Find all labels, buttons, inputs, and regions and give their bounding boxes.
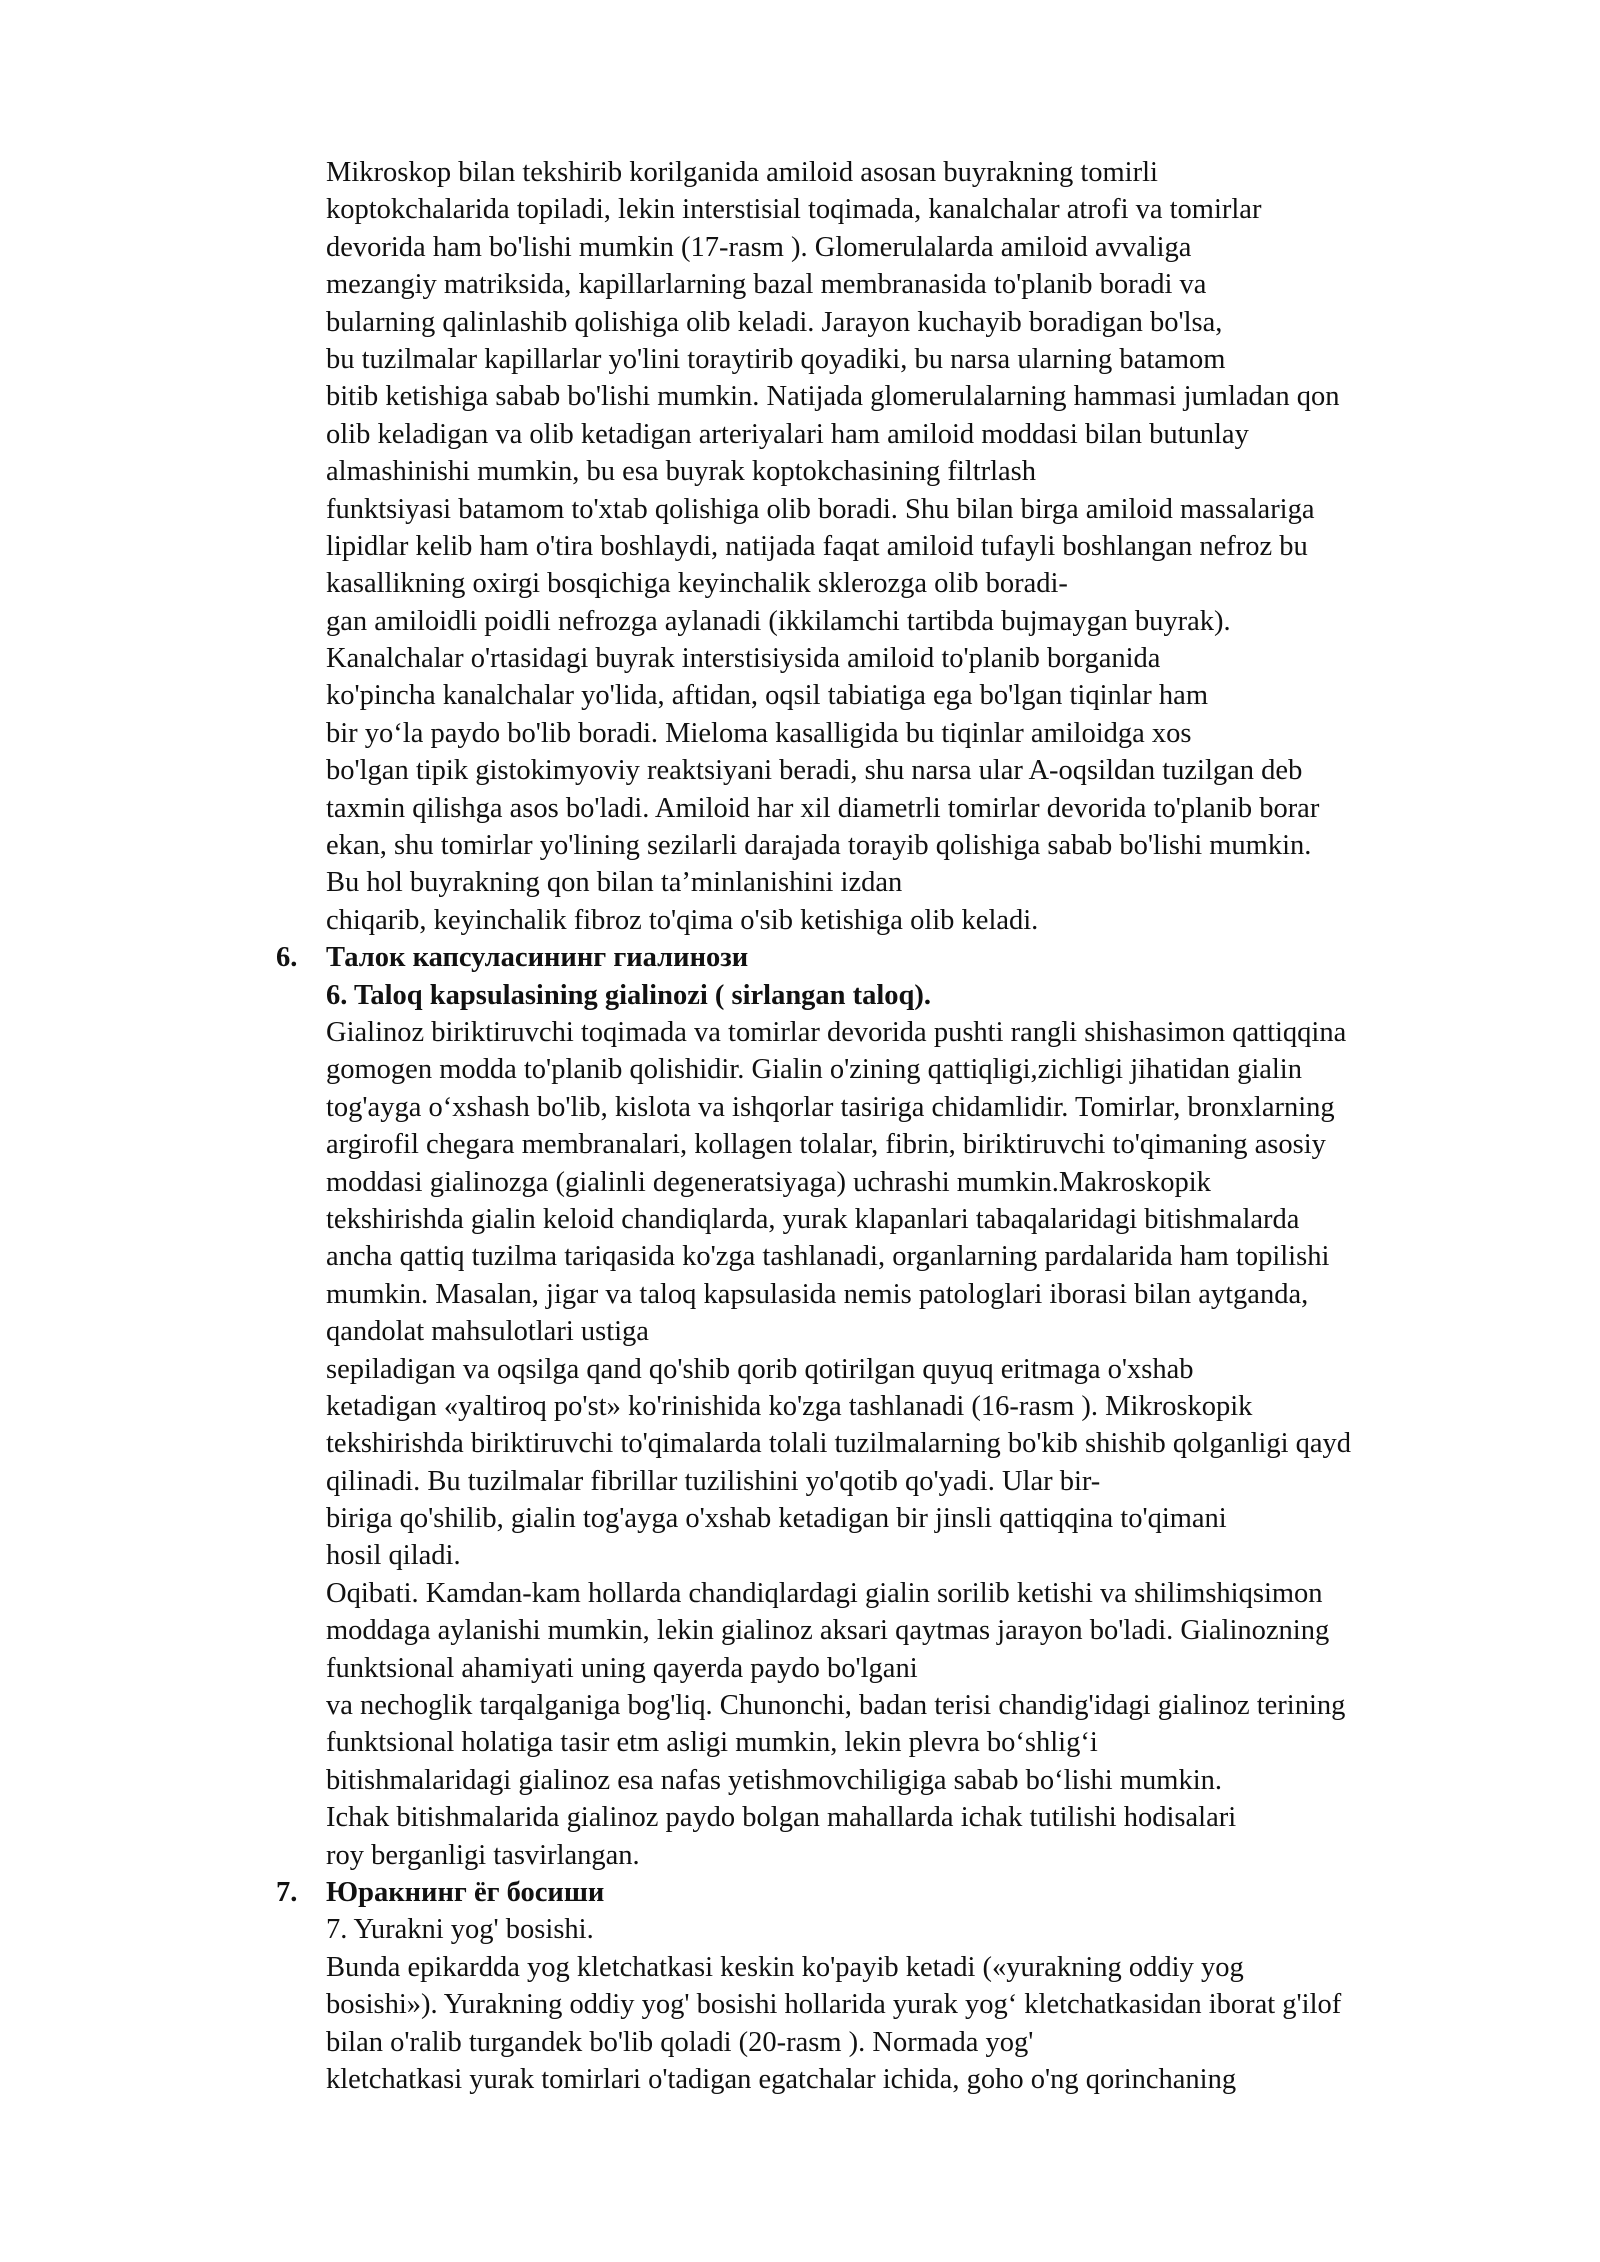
text-line: gan amiloidli poidli nefrozga aylanadi (ikkilamchi tartibda bujmaygan buyrak). <box>326 605 1231 637</box>
section-7-subheading: 7. Yurakni yog' bosishi. <box>326 1914 594 1946</box>
text-line: Oqibati. Kamdan-kam hollarda chandiqlardagi gialin sorilib ketishi va shilimshiqsimon <box>326 1577 1323 1609</box>
text-line: moddasi gialinozga (gialinli degeneratsiyaga) uchrashi mumkin.Makroskopik <box>326 1166 1211 1198</box>
section-7-number: 7. <box>276 1876 298 1908</box>
text-line: gomogen modda to'planib qolishidir. Gialin o'zining qattiqligi,zichligi jihatidan gialin <box>326 1054 1302 1086</box>
text-line: bitishmalaridagi gialinoz esa nafas yetishmovchiligiga sabab bo‘lishi mumkin. <box>326 1764 1222 1796</box>
text-line: bularning qalinlashib qolishiga olib keladi. Jarayon kuchayib boradigan bo'lsa, <box>326 306 1223 338</box>
text-line: bosishi»). Yurakning oddiy yog' bosishi hollarida yurak yog‘ kletchatkasidan iborat g'ilof <box>326 1989 1342 2021</box>
text-line: olib keladigan va olib ketadigan arteriyalari ham amiloid moddasi bilan butunlay <box>326 418 1249 450</box>
text-line: bir yo‘la paydo bo'lib boradi. Mieloma kasalligida bu tiqinlar amiloidga xos <box>326 717 1192 749</box>
text-line: ancha qattiq tuzilma tariqasida ko'zga tashlanadi, organlarning pardalarida ham topilishi <box>326 1241 1330 1273</box>
text-line: biriga qo'shilib, gialin tog'ayga o'xshab ketadigan bir jinsli qattiqqina to'qimani <box>326 1503 1227 1535</box>
text-line: hosil qiladi. <box>326 1540 461 1572</box>
text-line: bitib ketishiga sabab bo'lishi mumkin. Natijada glomerulalarning hammasi jumladan qon <box>326 381 1340 413</box>
text-line: va nechoglik tarqalganiga bog'liq. Chunonchi, badan terisi chandig'idagi gialinoz terining <box>326 1690 1346 1722</box>
section-7-title: Юракнинг ёг босиши <box>326 1876 605 1908</box>
text-line: lipidlar kelib ham o'tira boshlaydi, natijada faqat amiloid tufayli boshlangan nefroz bu <box>326 530 1308 562</box>
text-line: Bu hol buyrakning qon bilan ta’minlanishini izdan <box>326 867 903 899</box>
text-line: tekshirishda gialin keloid chandiqlarda, yurak klapanlari tabaqalaridagi bitishmalarda <box>326 1203 1300 1235</box>
text-line: bo'lgan tipik gistokimyoviy reaktsiyani beradi, shu narsa ular A-oqsildan tuzilgan deb <box>326 755 1303 787</box>
text-line: roy berganligi tasvirlangan. <box>326 1839 640 1871</box>
text-line: Bunda epikardda yog kletchatkasi keskin ko'payib ketadi («yurakning oddiy yog <box>326 1951 1244 1983</box>
text-line: mumkin. Masalan, jigar va taloq kapsulasida nemis patologlari iborasi bilan aytganda, <box>326 1278 1309 1310</box>
text-line: Ichak bitishmalarida gialinoz paydo bolgan mahallarda ichak tutilishi hodisalari <box>326 1802 1237 1834</box>
text-line: Kanalchalar o'rtasidagi buyrak interstisiysida amiloid to'planib borganida <box>326 643 1161 675</box>
text-line: ekan, shu tomirlar yo'lining sezilarli darajada torayib qolishiga sabab bo'lishi mumkin. <box>326 830 1312 862</box>
text-line: funktsiyasi batamom to'xtab qolishiga olib boradi. Shu bilan birga amiloid massalariga <box>326 493 1315 525</box>
document-body <box>276 154 1526 2098</box>
section-6-subheading: 6. Taloq kapsulasining gialinozi ( sirlangan taloq). <box>326 979 932 1011</box>
text-line: funktsional ahamiyati uning qayerda paydo bo'lgani <box>326 1652 918 1684</box>
text-line: qilinadi. Bu tuzilmalar fibrillar tuzilishini yo'qotib qo'yadi. Ular bir- <box>326 1465 1101 1497</box>
text-line: devorida ham bo'lishi mumkin (17-rasm ). Glomerulalarda amiloid avvaliga <box>326 231 1192 263</box>
text-line: argirofil chegara membranalari, kollagen tolalar, fibrin, biriktiruvchi to'qimaning asosiy <box>326 1129 1326 1161</box>
text-line: taxmin qilishga asos bo'ladi. Amiloid har xil diametrli tomirlar devorida to'planib borar <box>326 792 1320 824</box>
text-line: kasallikning oxirgi bosqichiga keyinchalik sklerozga olib boradi- <box>326 568 1068 600</box>
text-line: tog'ayga o‘xshash bo'lib, kislota va ishqorlar tasiriga chidamlidir. Tomirlar, bronxlarning <box>326 1091 1335 1123</box>
text-line: kletchatkasi yurak tomirlari o'tadigan egatchalar ichida, goho o'ng qorinchaning <box>326 2063 1237 2095</box>
text-line: Gialinoz biriktiruvchi toqimada va tomirlar devorida pushti rangli shishasimon qattiqqina <box>326 1016 1347 1048</box>
text-line: almashinishi mumkin, bu esa buyrak koptokchasining filtrlash <box>326 456 1037 488</box>
section-6-number: 6. <box>276 942 298 974</box>
text-line: moddaga aylanishi mumkin, lekin gialinoz aksari qaytmas jarayon bo'ladi. Gialinozning <box>326 1615 1330 1647</box>
text-line: sepiladigan va oqsilga qand qo'shib qorib qotirilgan quyuq eritmaga o'xshab <box>326 1353 1194 1385</box>
text-line: chiqarib, keyinchalik fibroz to'qima o'sib ketishiga olib keladi. <box>326 904 1039 936</box>
text-line: mezangiy matriksida, kapillarlarning bazal membranasida to'planib boradi va <box>326 269 1207 301</box>
text-line: funktsional holatiga tasir etm asligi mumkin, lekin plevra bo‘shlig‘i <box>326 1727 1098 1759</box>
text-line: tekshirishda biriktiruvchi to'qimalarda tolali tuzilmalarning bo'kib shishib qolganligi qayd <box>326 1428 1352 1460</box>
text-line: qandolat mahsulotlari ustiga <box>326 1316 649 1348</box>
text-line: bu tuzilmalar kapillarlar yo'lini toraytirib qoyadiki, bu narsa ularning batamom <box>326 343 1226 375</box>
section-7-heading <box>276 1874 1526 1911</box>
text-line: ketadigan «yaltiroq po'st» ko'rinishida ko'zga tashlanadi (16-rasm ). Mikroskopik <box>326 1390 1253 1422</box>
section-6-title: Талок капсуласининг гиалинози <box>326 942 749 974</box>
text-line: bilan o'ralib turgandek bo'lib qoladi (20-rasm ). Normada yog' <box>326 2026 1034 2058</box>
text-line: koptokchalarida topiladi, lekin interstisial toqimada, kanalchalar atrofi va tomirlar <box>326 194 1262 226</box>
section-6-heading <box>276 939 1526 976</box>
text-line: ko'pincha kanalchalar yo'lida, aftidan, oqsil tabiatiga ega bo'lgan tiqinlar ham <box>326 680 1208 712</box>
text-line: Mikroskop bilan tekshirib korilganida amiloid asosan buyrakning tomirli <box>326 157 1158 188</box>
